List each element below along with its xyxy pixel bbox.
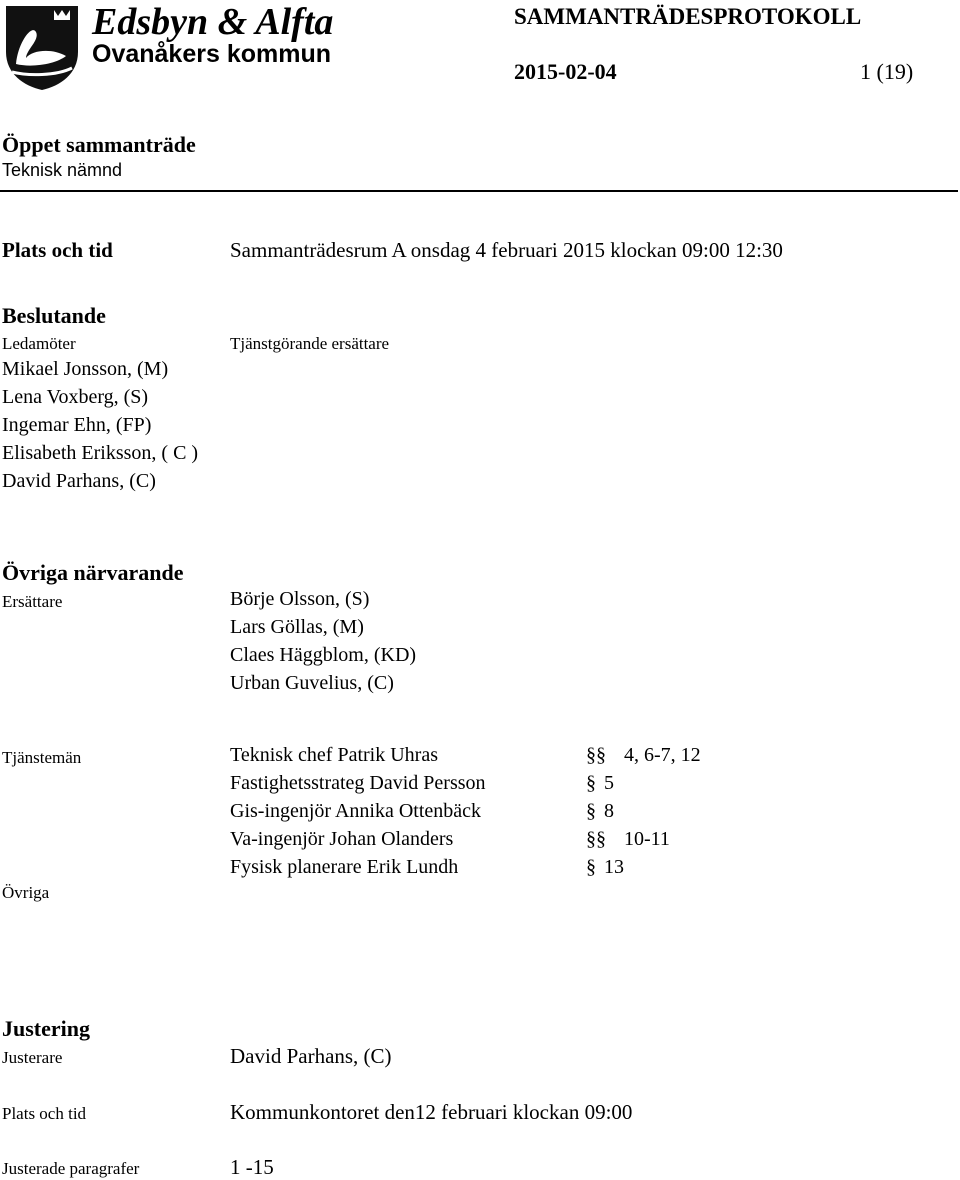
official-section-mark: § xyxy=(586,800,596,822)
ersattare-item: Urban Guvelius, (C) xyxy=(230,672,394,694)
others-label: Övriga xyxy=(2,883,50,902)
justering-heading: Justering xyxy=(2,1016,90,1041)
ersattare-item: Claes Häggblom, (KD) xyxy=(230,644,417,666)
other-attendees-heading: Övriga närvarande xyxy=(2,560,184,585)
member-item: Lena Voxberg, (S) xyxy=(2,386,149,408)
beslutande-heading: Beslutande xyxy=(2,303,106,328)
officials-label: Tjänstemän xyxy=(2,748,82,767)
official-sections: 10-11 xyxy=(624,828,670,850)
place-time-value: Sammanträdesrum A onsdag 4 februari 2015 klockan 09:00 12:30 xyxy=(230,238,783,262)
member-item: Elisabeth Eriksson, ( C ) xyxy=(2,442,199,464)
justering-place-value: Kommunkontoret den12 februari klockan 09:00 xyxy=(230,1100,633,1124)
official-section-mark: §§ xyxy=(586,744,606,766)
member-item: Mikael Jonsson, (M) xyxy=(2,358,169,380)
official-name: Fastighetsstrateg David Persson xyxy=(230,772,486,794)
member-item: David Parhans, (C) xyxy=(2,470,156,492)
justering-place-label: Plats och tid xyxy=(2,1104,87,1123)
official-section-mark: § xyxy=(586,772,596,794)
official-sections: 8 xyxy=(604,800,614,822)
official-name: Fysisk planerare Erik Lundh xyxy=(230,856,459,878)
place-time-label: Plats och tid xyxy=(2,238,113,262)
ersattare-item: Lars Göllas, (M) xyxy=(230,616,364,638)
justered-paragraphs-value: 1 -15 xyxy=(230,1155,274,1179)
official-name: Gis-ingenjör Annika Ottenbäck xyxy=(230,800,482,822)
municipality-coat-of-arms-logo xyxy=(2,2,82,92)
committee-name: Teknisk nämnd xyxy=(2,160,123,180)
meeting-title: Öppet sammanträde xyxy=(2,132,196,157)
substitutes-label: Tjänstgörande ersättare xyxy=(230,334,390,353)
official-sections: 4, 6-7, 12 xyxy=(624,744,701,766)
official-section-mark: § xyxy=(586,856,596,878)
official-section-mark: §§ xyxy=(586,828,606,850)
justerare-value: David Parhans, (C) xyxy=(230,1044,392,1068)
org-name-line2: Ovanåkers kommun xyxy=(92,40,331,68)
members-label: Ledamöter xyxy=(2,334,76,353)
org-name-line1: Edsbyn & Alfta xyxy=(92,1,334,43)
page-number: 1 (19) xyxy=(860,59,914,84)
header-divider xyxy=(0,190,958,192)
document-type: SAMMANTRÄDESPROTOKOLL xyxy=(514,4,862,29)
official-sections: 5 xyxy=(604,772,614,794)
justerare-label: Justerare xyxy=(2,1048,63,1067)
justered-paragraphs-label: Justerade paragrafer xyxy=(2,1159,140,1178)
ersattare-item: Börje Olsson, (S) xyxy=(230,588,370,610)
document-date: 2015-02-04 xyxy=(514,59,617,84)
ersattare-label: Ersättare xyxy=(2,592,63,611)
official-sections: 13 xyxy=(604,856,624,878)
official-name: Va-ingenjör Johan Olanders xyxy=(230,828,454,850)
official-name: Teknisk chef Patrik Uhras xyxy=(230,744,438,766)
member-item: Ingemar Ehn, (FP) xyxy=(2,414,152,436)
